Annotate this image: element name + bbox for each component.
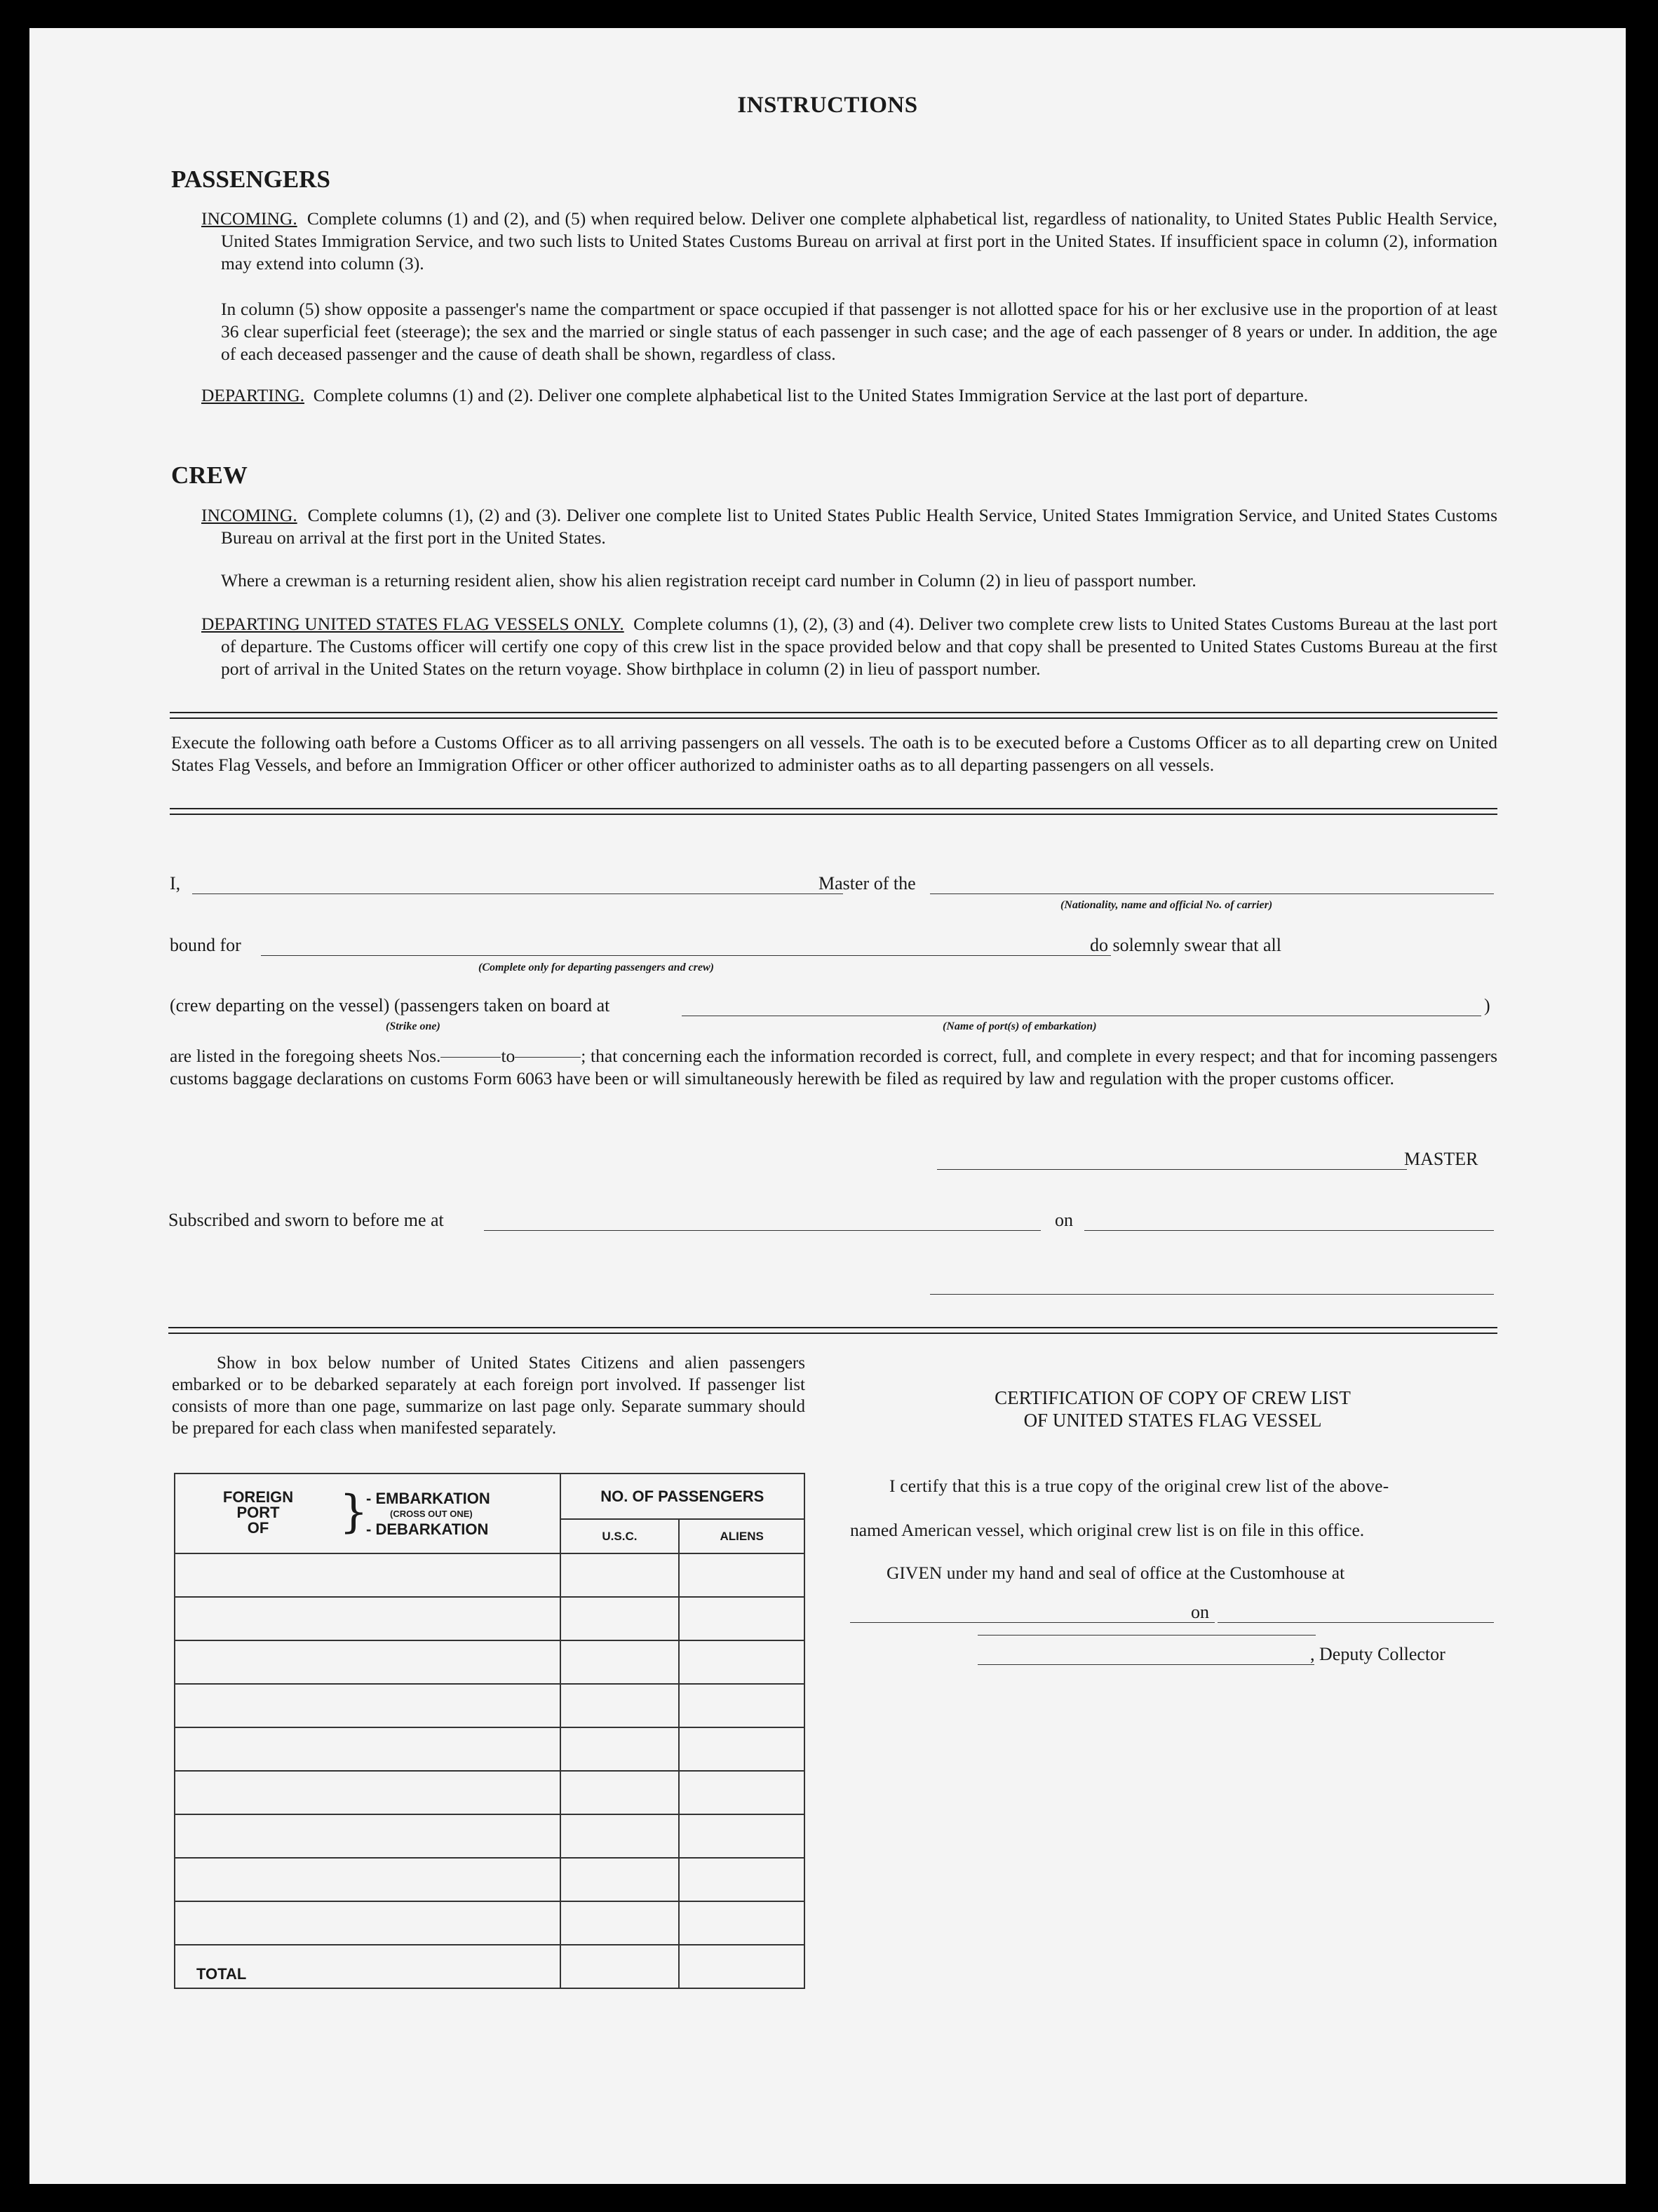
bound-for-field[interactable] bbox=[261, 955, 1111, 956]
usc-cell[interactable] bbox=[560, 1553, 680, 1597]
strike-one-caption: (Strike one) bbox=[386, 1020, 440, 1032]
aliens-cell[interactable] bbox=[679, 1597, 804, 1640]
crew-resident-text: Where a crewman is a returning resident alien, show his alien registration receipt card number in Column (2) in lieu of passport number. bbox=[221, 570, 1197, 591]
double-rule bbox=[168, 1327, 1497, 1334]
aliens-cell[interactable] bbox=[679, 1727, 804, 1771]
aliens-cell[interactable] bbox=[679, 1814, 804, 1858]
certification-heading-line-1: CERTIFICATION OF COPY OF CREW LIST bbox=[995, 1387, 1351, 1408]
passengers-column5-text: In column (5) show opposite a passenger's name the compartment or space occupied if that passenger is not allotted space for his or her exclusive use in the proportion of at least 36 clear superficial feet (steerage); the sex and the married or single status of each passenger in such case; and the age of each passenger of 8 years or under. In addition, the age of each deceased passenger and the cause of death shall be shown, regardless of class. bbox=[221, 299, 1497, 364]
listed-sheets-paragraph bbox=[170, 1045, 1497, 1090]
crew-passengers-text: (crew departing on the vessel) (passengers taken on board at bbox=[170, 995, 610, 1016]
of-label: OF bbox=[247, 1519, 269, 1537]
cross-out-one-label: (CROSS OUT ONE) bbox=[390, 1509, 473, 1519]
aliens-cell[interactable] bbox=[679, 1901, 804, 1945]
passengers-departing-label: DEPARTING. bbox=[201, 385, 304, 405]
brace-glyph: } bbox=[339, 1486, 368, 1538]
crew-incoming-text: Complete columns (1), (2) and (3). Deliver one complete list to United States Public Health Service, United States Immigration Service, and United States Customs Bureau on arrival at the first port in the United States. bbox=[221, 505, 1498, 548]
usc-cell[interactable] bbox=[560, 1727, 680, 1771]
certification-heading-line-2: OF UNITED STATES FLAG VESSEL bbox=[1023, 1410, 1322, 1431]
oath-i-label: I, bbox=[170, 873, 181, 893]
total-row-label: TOTAL bbox=[175, 1945, 560, 1988]
master-label: MASTER bbox=[1404, 1149, 1478, 1169]
certify-line-1: I certify that this is a true copy of the original crew list of the above- bbox=[889, 1476, 1389, 1496]
page-title: INSTRUCTIONS bbox=[737, 93, 918, 118]
table-row[interactable] bbox=[175, 1553, 560, 1597]
aliens-cell[interactable] bbox=[679, 1771, 804, 1814]
crew-incoming-paragraph bbox=[201, 504, 1497, 549]
usc-header: U.S.C. bbox=[560, 1519, 680, 1553]
double-rule bbox=[170, 808, 1497, 815]
table-row[interactable] bbox=[175, 1858, 560, 1901]
passengers-departing-paragraph bbox=[201, 384, 1497, 407]
subscribed-place-field[interactable] bbox=[484, 1230, 1041, 1231]
certification-heading bbox=[850, 1387, 1495, 1431]
vessel-field-caption: (Nationality, name and official No. of carrier) bbox=[1060, 899, 1273, 911]
aliens-cell[interactable] bbox=[679, 1858, 804, 1901]
usc-cell[interactable] bbox=[560, 1771, 680, 1814]
aliens-cell[interactable] bbox=[679, 1640, 804, 1684]
document-page bbox=[29, 28, 1626, 2184]
master-name-field[interactable] bbox=[192, 893, 843, 894]
section-heading-passengers: PASSENGERS bbox=[171, 166, 330, 193]
officer-signature-field[interactable] bbox=[930, 1294, 1494, 1295]
embarkation-label: - EMBARKATION bbox=[366, 1490, 490, 1507]
usc-cell[interactable] bbox=[560, 1814, 680, 1858]
table-row[interactable] bbox=[175, 1901, 560, 1945]
deputy-collector-label: , Deputy Collector bbox=[1310, 1644, 1445, 1664]
usc-cell[interactable] bbox=[560, 1597, 680, 1640]
passengers-column5-paragraph bbox=[221, 298, 1497, 365]
usc-cell[interactable] bbox=[560, 1684, 680, 1727]
deputy-collector-signature-field[interactable] bbox=[978, 1664, 1314, 1665]
certify-line-2: named American vessel, which original crew list is on file in this office. bbox=[850, 1520, 1365, 1540]
on-label: on bbox=[1055, 1210, 1073, 1230]
sheets-from-field[interactable] bbox=[440, 1057, 501, 1058]
usc-total-cell[interactable] bbox=[560, 1945, 680, 1988]
crew-departing-label: DEPARTING UNITED STATES FLAG VESSELS ONLY. bbox=[201, 614, 624, 634]
table-row[interactable] bbox=[175, 1814, 560, 1858]
listed-suffix: ; that concerning each the information recorded is correct, full, and complete in every respect; and that for incoming passengers customs baggage declarations on customs Form 6063 have been or will simultaneously herewith be filed as required by law and regulation with the proper customs officer. bbox=[170, 1046, 1498, 1088]
port-label: PORT bbox=[236, 1504, 280, 1521]
passengers-incoming-paragraph bbox=[201, 208, 1497, 275]
passengers-incoming-text: Complete columns (1) and (2), and (5) when required below. Deliver one complete alphabetical list, regardless of nationality, to United States Public Health Service, United States Immigration Service, and two such lists to United States Customs Bureau on arrival at first port in the United States. If insufficient space in column (2), information may extend into column (3). bbox=[221, 208, 1498, 274]
aliens-cell[interactable] bbox=[679, 1684, 804, 1727]
passengers-incoming-label: INCOMING. bbox=[201, 208, 297, 229]
oath-instruction-paragraph bbox=[171, 731, 1497, 776]
embarkation-caption: (Name of port(s) of embarkation) bbox=[943, 1020, 1097, 1032]
subscribed-label: Subscribed and sworn to before me at bbox=[168, 1210, 444, 1230]
certification-date-field[interactable] bbox=[1218, 1622, 1494, 1623]
certification-on-label: on bbox=[1191, 1602, 1209, 1622]
sheets-to-field[interactable] bbox=[515, 1057, 581, 1058]
table-row[interactable] bbox=[175, 1684, 560, 1727]
usc-cell[interactable] bbox=[560, 1901, 680, 1945]
passenger-summary-table bbox=[174, 1473, 805, 1989]
usc-cell[interactable] bbox=[560, 1640, 680, 1684]
crew-incoming-label: INCOMING. bbox=[201, 505, 297, 525]
table-row[interactable] bbox=[175, 1771, 560, 1814]
summary-instruction-text: Show in box below number of United States Citizens and alien passengers embarked or to be debarked separately at each foreign port involved. If passenger list consists of more than one page, summarize on last page only. Separate summary should be prepared for each class when manifested separately. bbox=[172, 1354, 805, 1438]
aliens-header: ALIENS bbox=[679, 1519, 804, 1553]
master-of-the-label: Master of the bbox=[818, 873, 916, 893]
no-of-passengers-header: NO. OF PASSENGERS bbox=[560, 1473, 804, 1519]
oath-instruction-text: Execute the following oath before a Customs Officer as to all arriving passengers on all vessels. The oath is to be executed before a Customs Officer as to all departing crew on United States Flag Vessels, and before an Immigration Officer or other officer authorized to administer oaths as to all departing passengers on all vessels. bbox=[171, 732, 1497, 775]
table-row[interactable] bbox=[175, 1727, 560, 1771]
vessel-name-field[interactable] bbox=[930, 893, 1494, 894]
summary-instruction-paragraph bbox=[172, 1352, 805, 1439]
crew-departing-text: Complete columns (1), (2), (3) and (4). Deliver two complete crew lists to United States Customs Bureau at the last port of departure. The Customs officer will certify one copy of this crew list in the space provided below and that copy shall be presented to United States Customs Bureau at the first port of arrival in the United States on the return voyage. Show birthplace in column (2) in lieu of passport number. bbox=[221, 614, 1497, 679]
aliens-cell[interactable] bbox=[679, 1553, 804, 1597]
listed-prefix: are listed in the foregoing sheets Nos. bbox=[170, 1046, 441, 1066]
spacer-hidden bbox=[978, 1635, 1316, 1636]
given-line: GIVEN under my hand and seal of office at the Customhouse at bbox=[887, 1563, 1345, 1583]
debarkation-label: - DEBARKATION bbox=[366, 1520, 489, 1538]
table-row[interactable] bbox=[175, 1597, 560, 1640]
foreign-label: FOREIGN bbox=[222, 1488, 294, 1506]
crew-departing-paragraph bbox=[201, 613, 1497, 680]
section-heading-crew: CREW bbox=[171, 461, 248, 489]
master-signature-field[interactable] bbox=[937, 1169, 1407, 1170]
passengers-departing-text: Complete columns (1) and (2). Deliver one complete alphabetical list to the United States Immigration Service at the last port of departure. bbox=[313, 385, 1309, 405]
table-row[interactable] bbox=[175, 1640, 560, 1684]
usc-cell[interactable] bbox=[560, 1858, 680, 1901]
bound-for-caption: (Complete only for departing passengers and crew) bbox=[478, 962, 714, 973]
aliens-total-cell[interactable] bbox=[679, 1945, 804, 1988]
swear-text: do solemnly swear that all bbox=[1090, 935, 1281, 955]
double-rule bbox=[170, 712, 1497, 719]
crew-resident-paragraph bbox=[221, 569, 1497, 592]
customhouse-place-field[interactable] bbox=[850, 1622, 1215, 1623]
bound-for-label: bound for bbox=[170, 935, 241, 955]
closing-parenthesis: ) bbox=[1484, 995, 1490, 1016]
subscribed-date-field[interactable] bbox=[1084, 1230, 1494, 1231]
port-header-cell bbox=[175, 1473, 560, 1553]
to-word: to bbox=[501, 1046, 515, 1066]
